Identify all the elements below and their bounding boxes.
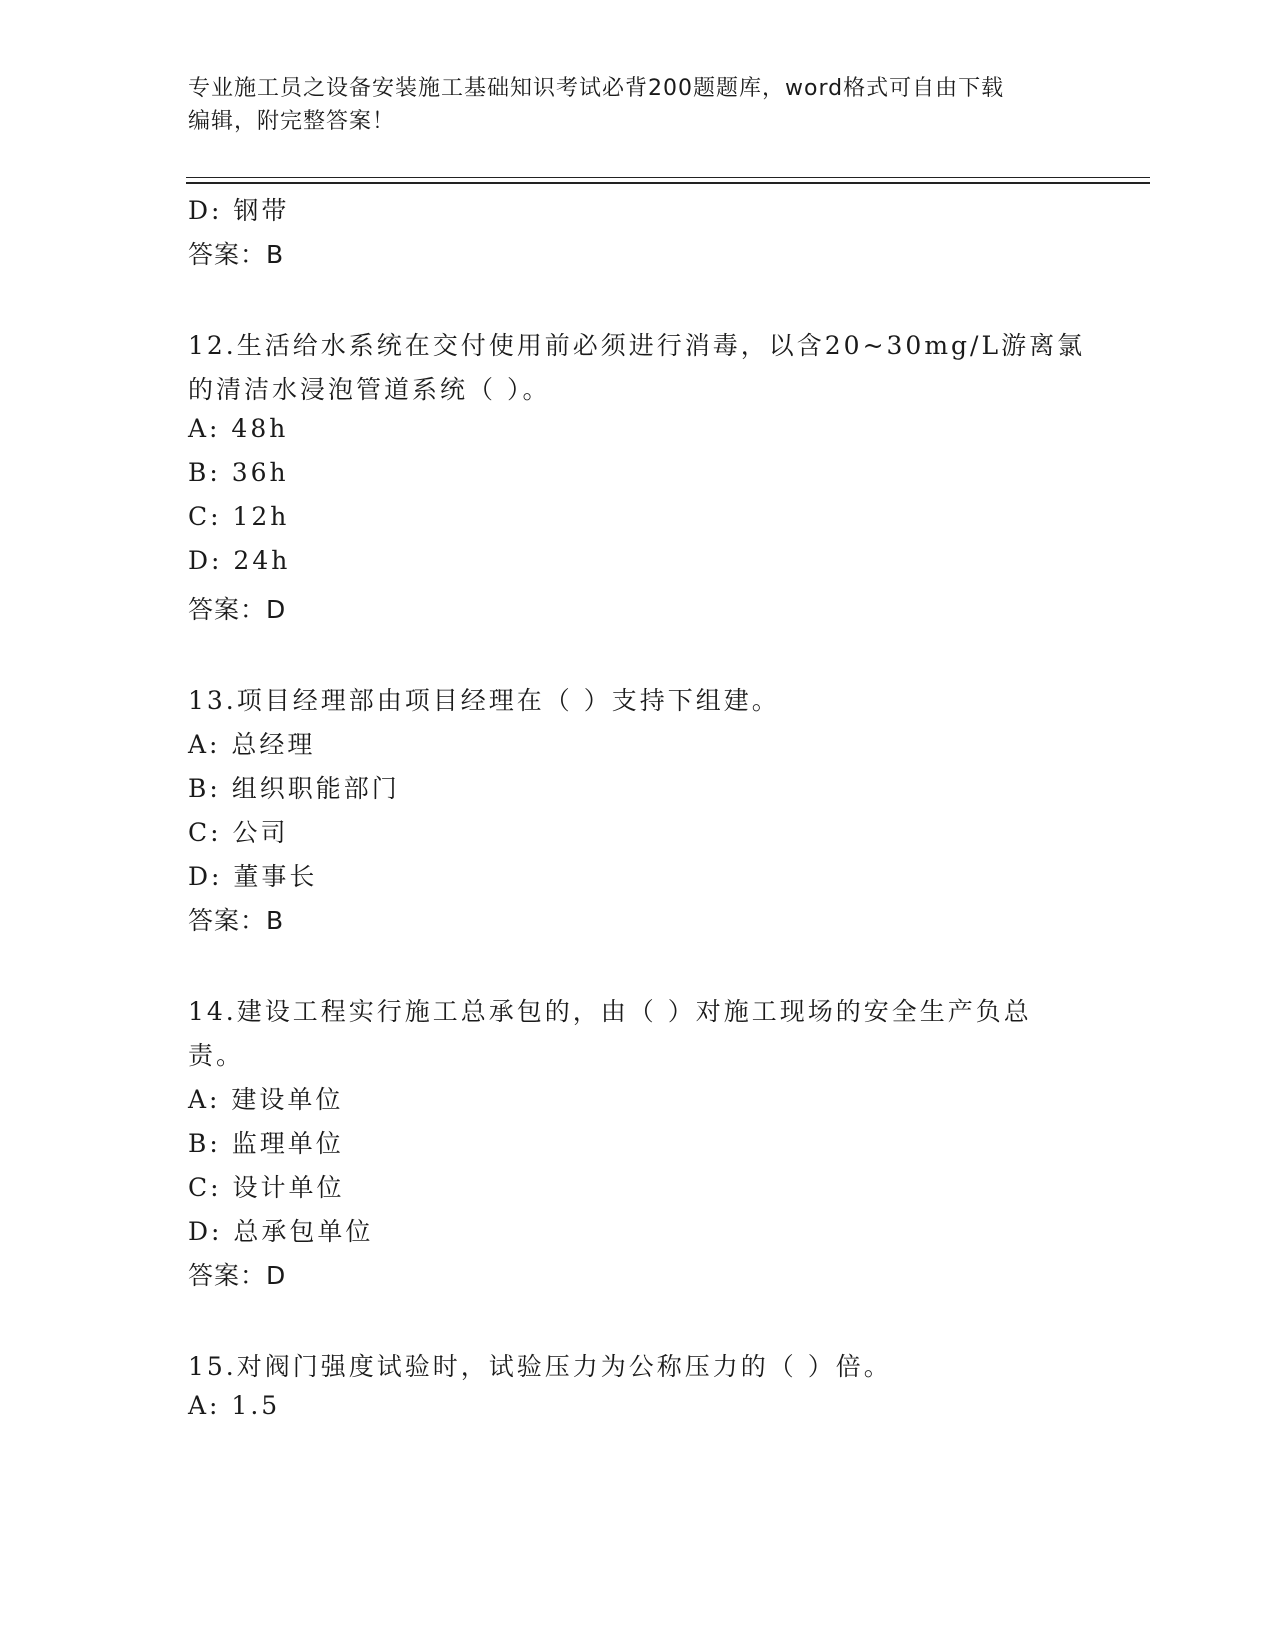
answer: 答案：D [188, 595, 287, 624]
question-12-text-line-2: 的清洁水浸泡管道系统（ ）。 [188, 375, 551, 404]
option-b: B: 组织职能部门 [188, 774, 400, 803]
header-rule-thin [186, 177, 1150, 178]
option-b: B: 监理单位 [188, 1129, 344, 1158]
header-line-1: 专业施工员之设备安装施工基础知识考试必背200题题库，word格式可自由下载 [188, 76, 1005, 101]
answer: 答案：B [188, 240, 285, 269]
option-a: A: 1.5 [188, 1391, 281, 1420]
option-a: A: 48h [188, 414, 289, 443]
question-14-text-line-2: 责。 [188, 1041, 245, 1070]
option-b: B: 36h [188, 458, 289, 487]
option-a: A: 总经理 [188, 730, 316, 759]
option-c: C: 12h [188, 502, 290, 531]
question-15-text: 15.对阀门强度试验时，试验压力为公称压力的（ ）倍。 [188, 1352, 892, 1381]
answer: 答案：D [188, 1261, 287, 1290]
option-c: C: 公司 [188, 818, 289, 847]
question-13-text: 13.项目经理部由项目经理在（ ）支持下组建。 [188, 686, 780, 715]
option-d: D: 总承包单位 [188, 1217, 374, 1246]
header-line-2: 编辑，附完整答案！ [188, 109, 396, 134]
answer: 答案：B [188, 906, 285, 935]
question-12-text-line-1: 12.生活给水系统在交付使用前必须进行消毒，以含20~30mg/L游离氯 [188, 331, 1086, 360]
option-d: D: 钢带 [188, 196, 290, 225]
document-header [188, 72, 1088, 138]
option-c: C: 设计单位 [188, 1173, 345, 1202]
option-a: A: 建设单位 [188, 1085, 344, 1114]
question-14-text-line-1: 14.建设工程实行施工总承包的，由（ ）对施工现场的安全生产负总 [188, 997, 1032, 1026]
option-d: D: 董事长 [188, 862, 318, 891]
header-rule-thick [186, 182, 1150, 184]
option-d: D: 24h [188, 546, 291, 575]
